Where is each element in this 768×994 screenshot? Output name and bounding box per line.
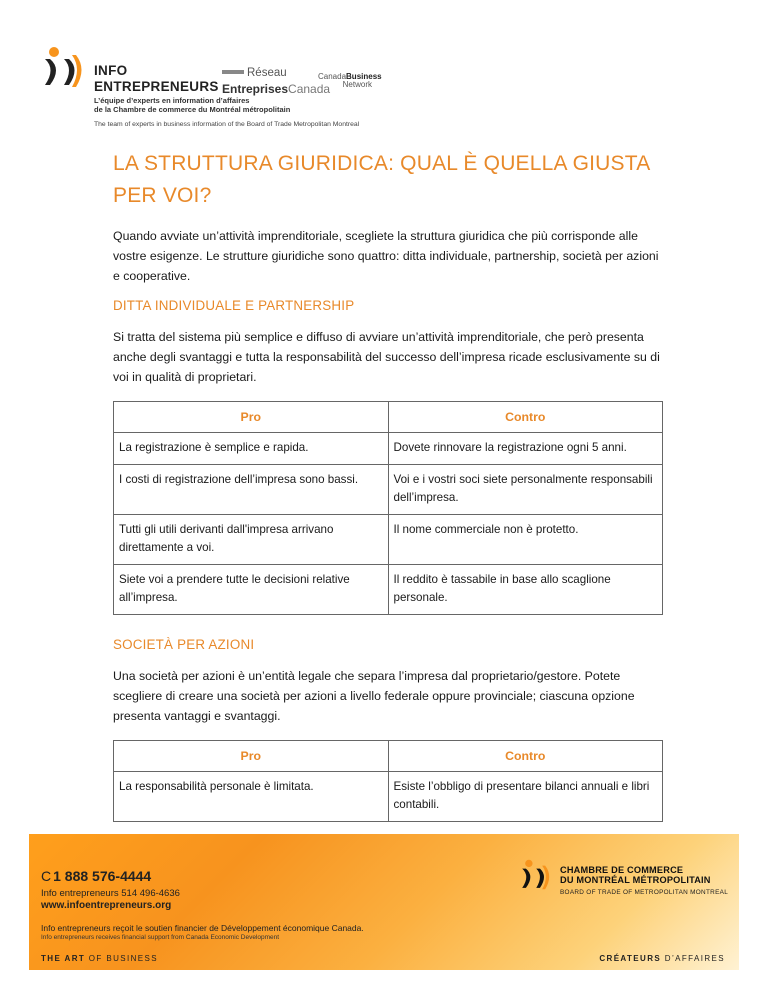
section-heading-societa: SOCIETÀ PER AZIONI bbox=[113, 637, 255, 652]
table-row bbox=[114, 565, 663, 615]
table-row bbox=[114, 465, 663, 515]
pros-cons-table-societa bbox=[113, 740, 663, 822]
pros-cons-table-ditta bbox=[113, 401, 663, 615]
ccmm-line1: CHAMBRE DE COMMERCE bbox=[560, 865, 684, 875]
section-paragraph-societa: Una società per azioni è un’entità legale che separa l’impresa dal proprietario/gestore. Potete scegliere di creare una società per azioni a livello federale oppure provinciale; ciascuna opzione presenta vantaggi e svantaggi. bbox=[113, 669, 635, 723]
footer-support-en: Info entrepreneurs receives financial support from Canada Economic Development bbox=[41, 934, 280, 941]
intro-paragraph: Quando avviate un’attività imprenditoriale, scegliete la struttura giuridica che più corrisponde alle vostre esigenze. Le strutture giuridiche sono quattro: ditta individuale, partnership, società per azioni e cooperative. bbox=[113, 229, 659, 283]
section-paragraph-ditta: Si tratta del sistema più semplice e diffuso di avviare un’attività imprenditoriale, che però presenta anche degli svantaggi e tutta la responsabilità del successo dell’impresa ricade esclusivamente su di voi in qualità di proprietari. bbox=[113, 330, 660, 384]
pro-cell: La responsabilità personale è limitata. bbox=[114, 772, 389, 822]
cbn-business: Business bbox=[346, 72, 382, 81]
slogan-the-art: THE ART bbox=[41, 954, 86, 963]
letterhead bbox=[42, 40, 402, 132]
contro-cell: Il nome commerciale non è protetto. bbox=[388, 515, 663, 565]
cbn-canada: Canada bbox=[318, 72, 347, 81]
contro-cell: Dovete rinnovare la registrazione ogni 5 anni. bbox=[388, 433, 663, 465]
brand-name bbox=[94, 64, 219, 93]
ccmm-name bbox=[560, 866, 711, 885]
createurs-slogan bbox=[599, 954, 725, 963]
reseau-canada: Canada bbox=[288, 82, 331, 96]
brand-entrepreneurs: ENTREPRENEURS bbox=[94, 78, 219, 94]
page-title: LA STRUTTURA GIURIDICA: QUAL È QUELLA GIUSTA PER VOI? bbox=[113, 152, 650, 207]
brand-info: INFO bbox=[94, 63, 128, 78]
ccmm-line2: DU MONTRÉAL MÉTROPOLITAIN bbox=[560, 874, 711, 885]
reseau-entreprises: Entreprises bbox=[222, 82, 289, 96]
ccmm-english-name: BOARD OF TRADE OF METROPOLITAN MONTREAL bbox=[560, 889, 729, 896]
slogan-of-business: OF BUSINESS bbox=[88, 954, 158, 963]
pro-cell: I costi di registrazione dell’impresa sono bassi. bbox=[114, 465, 389, 515]
contro-cell: Il reddito è tassabile in base allo scaglione personale. bbox=[388, 565, 663, 615]
reseau-entreprises-canada-logo bbox=[222, 64, 330, 95]
document-body bbox=[113, 148, 665, 822]
phone-prefix: C bbox=[41, 868, 52, 884]
table-row bbox=[114, 433, 663, 465]
cbn-network: Network bbox=[342, 80, 372, 90]
pro-header: Pro bbox=[114, 741, 389, 772]
contro-header: Contro bbox=[388, 741, 663, 772]
pro-cell: Siete voi a prendere tutte le decisioni relative all’impresa. bbox=[114, 565, 389, 615]
footer-local-phone: Info entrepreneurs 514 496-4636 bbox=[41, 888, 180, 899]
tagline-fr bbox=[94, 97, 290, 114]
contro-cell: Voi e i vostri soci siete personalmente responsabili dell’impresa. bbox=[388, 465, 663, 515]
info-entrepreneurs-logo-icon bbox=[42, 45, 88, 93]
tagline-fr-line2: de la Chambre de commerce du Montréal métropolitain bbox=[94, 104, 291, 114]
contro-header: Contro bbox=[388, 402, 663, 433]
slogan-daffaires: D’AFFAIRES bbox=[664, 954, 725, 963]
art-of-business-slogan bbox=[41, 954, 158, 963]
pro-cell: Tutti gli utili derivanti dall'impresa arrivano direttamente a voi. bbox=[114, 515, 389, 565]
canada-business-network-logo bbox=[318, 72, 382, 90]
footer-banner bbox=[29, 834, 739, 970]
tagline-fr-line1: L’équipe d’experts en information d’affaires bbox=[94, 96, 250, 105]
tagline-en: The team of experts in business information of the Board of Trade Metropolitan Montreal bbox=[94, 121, 360, 128]
slogan-createurs: CRÉATEURS bbox=[599, 954, 662, 963]
pro-cell: La registrazione è semplice e rapida. bbox=[114, 433, 389, 465]
ccmm-logo-icon bbox=[520, 858, 554, 894]
pro-header: Pro bbox=[114, 402, 389, 433]
phone-number: 1 888 576-4444 bbox=[53, 868, 152, 884]
section-heading-ditta: DITTA INDIVIDUALE E PARTNERSHIP bbox=[113, 298, 355, 313]
contro-cell: Esiste l’obbligo di presentare bilanci annuali e libri contabili. bbox=[388, 772, 663, 822]
footer-support-fr: Info entrepreneurs reçoit le soutien financier de Développement économique Canada. bbox=[41, 923, 364, 933]
footer-website: www.infoentrepreneurs.org bbox=[41, 900, 172, 911]
table-row bbox=[114, 772, 663, 822]
table-row bbox=[114, 515, 663, 565]
reseau-bar-icon bbox=[222, 70, 244, 74]
reseau-word: Réseau bbox=[247, 67, 287, 79]
footer-phone bbox=[41, 868, 151, 884]
